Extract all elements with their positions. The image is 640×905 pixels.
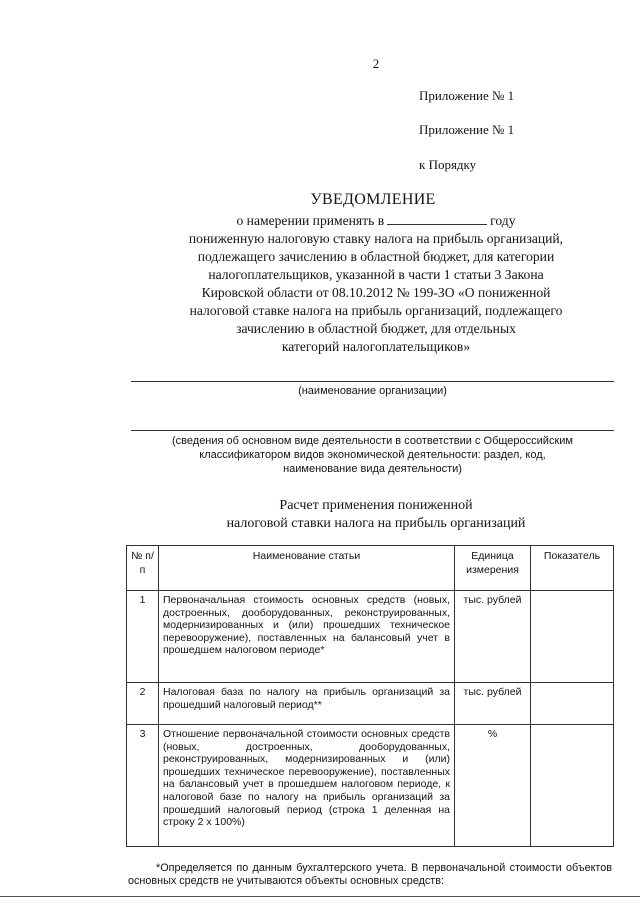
- page-number: 2: [372, 56, 380, 71]
- subtitle-before-year: о намерении применять в: [236, 213, 385, 228]
- row-unit: %: [455, 725, 531, 847]
- subtitle-line: налоговой ставке налога на прибыль организаций, подлежащего: [189, 303, 563, 318]
- page-bottom-divider: [0, 896, 640, 897]
- row-value-cell[interactable]: [531, 683, 614, 725]
- document-subtitle: [135, 212, 617, 356]
- calculation-table: [126, 545, 614, 847]
- row-item-name: Отношение первоначальной стоимости основных средств (новых, достроенных, дооборудованных, реконструированных, модернизированных и (или) прошедших техническое перевооружение), поставленных на балансовый учет в прошедшем налоговом периоде, к налоговой базе по налогу на прибыль организаций за прошедший налоговый период (строка 1 деленная на строку 2 х 100%): [159, 725, 455, 847]
- row-item-name: Налоговая база по налогу на прибыль организаций за прошедший налоговый период**: [159, 683, 455, 725]
- calculation-title-line: налоговой ставки налога на прибыль организаций: [226, 516, 526, 531]
- header-item-name: Наименование статьи: [159, 546, 455, 591]
- calculation-title-line: Расчет применения пониженной: [279, 498, 473, 513]
- subtitle-after-year: году: [490, 213, 516, 228]
- header-number: № п/п: [127, 546, 159, 591]
- row-value-cell[interactable]: [531, 725, 614, 847]
- activity-caption-line: (сведения об основном виде деятельности в соответствии с Общероссийским: [172, 435, 573, 447]
- activity-caption-line: наименование вида деятельности): [283, 463, 462, 475]
- subtitle-line: налогоплательщиков, указанной в части 1 статьи 3 Закона: [208, 267, 544, 282]
- org-name-line: [131, 381, 614, 382]
- year-blank-field: [387, 213, 487, 225]
- row-item-name: Первоначальная стоимость основных средств (новых, достроенных, дооборудованных, реконструированных, модернизированных и (или) прошедших техническое перевооружение), поставленных на балансовый учет в прошедшем налоговом периоде*: [159, 591, 455, 683]
- activity-line: [131, 430, 614, 431]
- appendix-label-1: Приложение № 1: [419, 88, 515, 103]
- activity-caption-line: классификатором видов экономической деятельности: раздел, код,: [199, 449, 546, 461]
- subtitle-line: подлежащего зачислению в областной бюджет, для категории: [197, 249, 555, 264]
- table-row: [127, 683, 614, 725]
- row-unit: тыс. рублей: [455, 683, 531, 725]
- subtitle-line: Кировской области от 08.10.2012 № 199-ЗО «О пониженной: [201, 285, 551, 300]
- org-name-caption: (наименование организации): [298, 385, 447, 397]
- header-indicator: Показатель: [531, 546, 614, 591]
- row-number: 1: [127, 591, 159, 683]
- table-row: [127, 725, 614, 847]
- row-number: 3: [127, 725, 159, 847]
- row-unit: тыс. рублей: [455, 591, 531, 683]
- header-unit: Единица измерения: [455, 546, 531, 591]
- appendix-label-2: Приложение № 1: [419, 122, 515, 137]
- subtitle-line: категорий налогоплательщиков»: [281, 339, 471, 354]
- subtitle-line: зачислению в областной бюджет, для отдельных: [236, 321, 516, 336]
- subtitle-line: пониженную налоговую ставку налога на прибыль организаций,: [188, 231, 564, 246]
- activity-caption: [131, 434, 614, 476]
- row-number: 2: [127, 683, 159, 725]
- document-title: УВЕДОМЛЕНИЕ: [310, 191, 436, 208]
- row-value-cell[interactable]: [531, 591, 614, 683]
- footnote: *Определяется по данным бухгалтерского учета. В первоначальной стоимости объектов основных средств не учитываются объекты основных средств:: [128, 862, 612, 887]
- table-row: [127, 591, 614, 683]
- appendix-order-ref: к Порядку: [419, 157, 477, 172]
- calculation-title: [135, 497, 617, 533]
- table-header-row: [127, 546, 614, 591]
- subtitle-first-line: [135, 212, 617, 230]
